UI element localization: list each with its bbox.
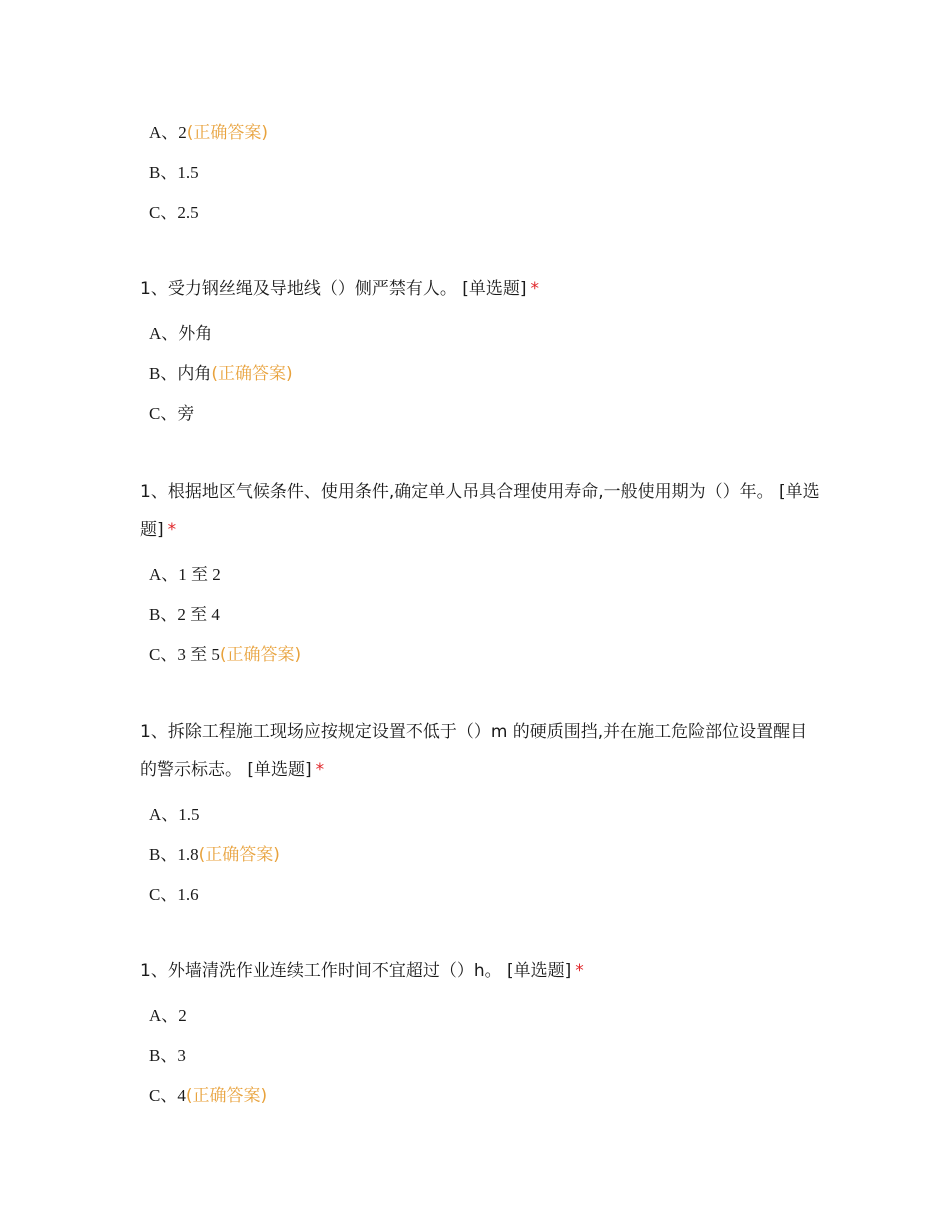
question-type: [单选题] [507,961,572,981]
option-c: C、2.5 [149,203,199,222]
correct-answer-tag: (正确答案) [198,845,280,865]
question-type: [单选题] [247,760,312,780]
option-a: A、1 至 2 [149,565,221,584]
question-block-1 [140,270,820,434]
correct-answer-tag: (正确答案) [219,645,302,665]
question-block-4 [140,952,820,1116]
question-text: 1、根据地区气候条件、使用条件,确定单人吊具合理使用寿命,一般使用期为（）年。 [单选题] * [140,482,820,540]
question-type: [单选题] [140,482,820,540]
question-block-3 [140,713,820,915]
option-c: C、旁 [149,404,195,423]
option-c: C、3 至 5(正确答案) [149,645,302,665]
correct-answer-tag: (正确答案) [185,1086,268,1106]
option-b: B、内角(正确答案) [149,364,293,384]
required-mark: * [575,961,584,981]
question-type: [单选题] [462,279,527,299]
question-text: 1、拆除工程施工现场应按规定设置不低于（）m 的硬质围挡,并在施工危险部位设置醒目的警示标志。 [单选题] * [140,722,808,780]
question-block-2 [140,473,820,675]
required-mark: * [167,520,177,540]
option-a: A、1.5 [149,805,200,824]
question-block-0 [140,113,820,233]
option-a: A、2 [149,1006,187,1025]
option-c: C、1.6 [149,885,199,904]
required-mark: * [530,279,539,299]
option-b: B、1.8(正确答案) [149,845,280,865]
correct-answer-tag: (正确答案) [186,123,269,143]
option-b: B、1.5 [149,163,199,182]
correct-answer-tag: (正确答案) [211,364,293,384]
option-c: C、4(正确答案) [149,1086,268,1106]
option-a: A、外角 [149,324,213,343]
required-mark: * [315,760,325,780]
option-b: B、3 [149,1046,186,1065]
option-a: A、2(正确答案) [149,123,269,143]
question-text: 1、外墙清洗作业连续工作时间不宜超过（）h。 [单选题] * [140,961,584,981]
question-text: 1、受力钢丝绳及导地线（）侧严禁有人。 [单选题] * [140,279,539,299]
option-b: B、2 至 4 [149,605,220,624]
